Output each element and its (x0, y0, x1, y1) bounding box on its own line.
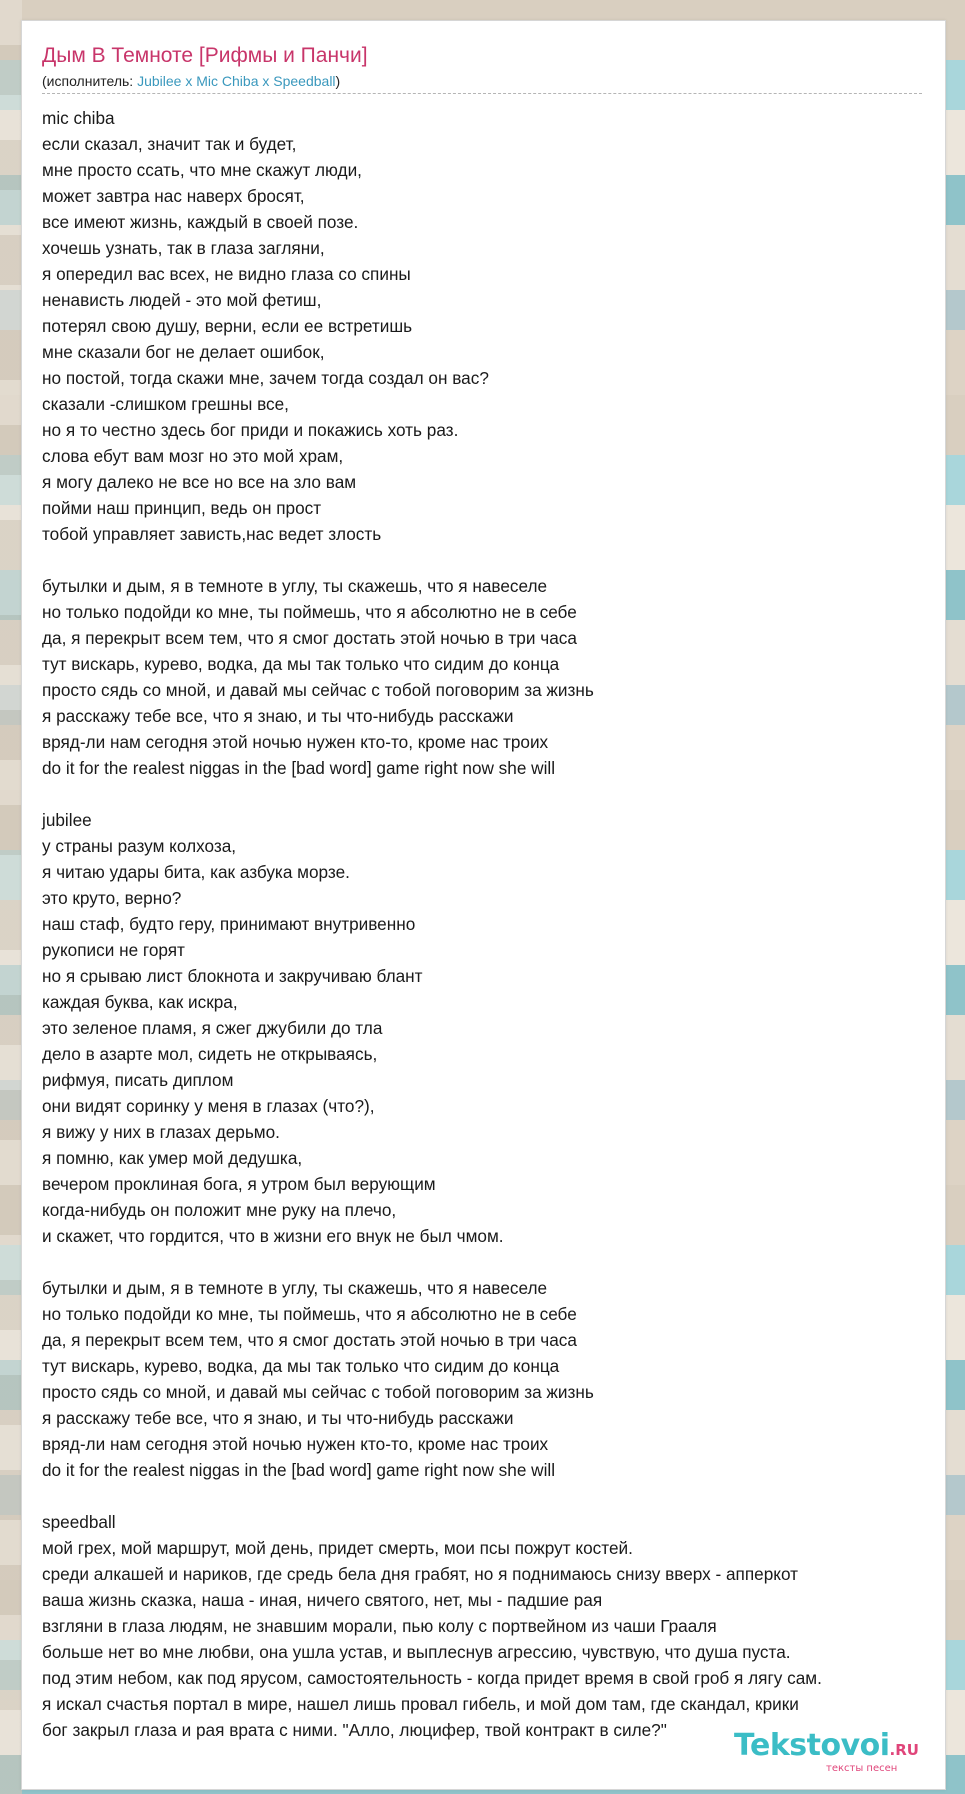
watermark-tagline: тексты песен (826, 1763, 898, 1774)
lyric-line: тут вискарь, курево, водка, да мы так только что сидим до конца (42, 1356, 560, 1376)
lyric-line: просто сядь со мной, и давай мы сейчас с тобой поговорим за жизнь (42, 680, 594, 700)
lyric-line: и скажет, что гордится, что в жизни его внук не был чмом. (42, 1226, 504, 1246)
lyric-line: вряд-ли нам сегодня этой ночью нужен кто-то, кроме нас троих (42, 732, 549, 752)
lyric-line: бог закрыл глаза и рая врата с ними. "Алло, люцифер, твой контракт в силе?" (42, 1720, 667, 1740)
lyric-blank-line (42, 547, 962, 573)
lyrics-text (42, 105, 962, 1743)
lyric-line: это зеленое пламя, я сжег джубили до тла (42, 1018, 383, 1038)
performer-line (42, 73, 340, 89)
lyric-line: тут вискарь, курево, водка, да мы так только что сидим до конца (42, 654, 560, 674)
lyric-line: мне сказали бог не делает ошибок, (42, 342, 325, 362)
lyric-line: мне просто ссать, что мне скажут люди, (42, 160, 362, 180)
lyric-line: рифмуя, писать диплом (42, 1070, 234, 1090)
lyric-line: слова ебут вам мозг но это мой храм, (42, 446, 344, 466)
lyric-line: jubilee (42, 810, 92, 830)
performer-prefix: (исполнитель: (42, 73, 138, 89)
lyric-line: но только подойди ко мне, ты поймешь, что я абсолютно не в себе (42, 602, 577, 622)
lyric-line: вряд-ли нам сегодня этой ночью нужен кто-то, кроме нас троих (42, 1434, 549, 1454)
lyric-line: ненависть людей - это мой фетиш, (42, 290, 322, 310)
lyric-blank-line (42, 781, 962, 807)
lyric-line: да, я перекрыт всем тем, что я смог достать этой ночью в три часа (42, 628, 577, 648)
lyric-line: но я срываю лист блокнота и закручиваю блант (42, 966, 423, 986)
lyric-line: потерял свою душу, верни, если ее встретишь (42, 316, 413, 336)
lyric-line: вечером проклиная бога, я утром был верующим (42, 1174, 436, 1194)
lyric-line: mic chiba (42, 108, 115, 128)
lyric-line: тобой управляет зависть,нас ведет злость (42, 524, 382, 544)
lyric-line: сказали -слишком грешны все, (42, 394, 289, 414)
lyric-line: взгляни в глаза людям, не знавшим морали, пью колу с портвейном из чаши Грааля (42, 1616, 717, 1636)
artist-link[interactable]: Jubilee x Mic Chiba x Speedball (137, 73, 336, 89)
lyric-line: но только подойди ко мне, ты поймешь, что я абсолютно не в себе (42, 1304, 577, 1324)
lyric-line: под этим небом, как под ярусом, самостоятельность - когда придет время в свой гроб я лягу сам. (42, 1668, 822, 1688)
title-divider (42, 93, 922, 94)
lyric-line: каждая буква, как искра, (42, 992, 238, 1012)
lyric-blank-line (42, 1483, 962, 1509)
lyric-line: мой грех, мой маршрут, мой день, придет смерть, мои псы пожрут костей. (42, 1538, 633, 1558)
lyric-line: я расскажу тебе все, что я знаю, и ты что-нибудь расскажи (42, 1408, 514, 1428)
site-watermark-logo (734, 1728, 919, 1774)
lyric-line: я опередил вас всех, не видно глаза со спины (42, 264, 411, 284)
lyric-line: я вижу у них в глазах дерьмо. (42, 1122, 280, 1142)
lyric-line: больше нет во мне любви, она ушла устав, и выплеснув агрессию, чувствую, что душа пуста. (42, 1642, 791, 1662)
lyric-line: speedball (42, 1512, 116, 1532)
lyric-line: я искал счастья портал в мире, нашел лишь провал гибель, и мой дом там, где скандал, крики (42, 1694, 799, 1714)
lyric-line: я расскажу тебе все, что я знаю, и ты что-нибудь расскажи (42, 706, 514, 726)
lyric-line: дело в азарте мол, сидеть не открываясь, (42, 1044, 378, 1064)
lyric-line: но постой, тогда скажи мне, зачем тогда создал он вас? (42, 368, 489, 388)
lyric-line: do it for the realest niggas in the [bad word] game right now she will (42, 758, 556, 778)
watermark-tld: .RU (889, 1741, 919, 1759)
lyric-line: да, я перекрыт всем тем, что я смог достать этой ночью в три часа (42, 1330, 577, 1350)
lyric-line: я читаю удары бита, как азбука морзе. (42, 862, 350, 882)
lyric-line: может завтра нас наверх бросят, (42, 186, 305, 206)
page-background-edge (0, 0, 22, 1794)
lyric-line: просто сядь со мной, и давай мы сейчас с тобой поговорим за жизнь (42, 1382, 594, 1402)
lyric-line: среди алкашей и нариков, где средь бела дня грабят, но я поднимаюсь снизу вверх - апперкот (42, 1564, 799, 1584)
lyric-line: я могу далеко не все но все на зло вам (42, 472, 357, 492)
song-title: Дым В Темноте [Рифмы и Панчи] (42, 44, 368, 67)
lyric-line: бутылки и дым, я в темноте в углу, ты скажешь, что я навеселе (42, 1278, 548, 1298)
lyric-blank-line (42, 1249, 962, 1275)
lyric-line: пойми наш принцип, ведь он прост (42, 498, 322, 518)
lyric-line: наш стаф, будто геру, принимают внутривенно (42, 914, 416, 934)
lyric-line: они видят соринку у меня в глазах (что?), (42, 1096, 375, 1116)
lyric-line: хочешь узнать, так в глаза загляни, (42, 238, 325, 258)
lyric-line: бутылки и дым, я в темноте в углу, ты скажешь, что я навеселе (42, 576, 548, 596)
lyric-line: если сказал, значит так и будет, (42, 134, 297, 154)
lyric-line: но я то честно здесь бог приди и покажись хоть раз. (42, 420, 459, 440)
lyric-line: рукописи не горят (42, 940, 185, 960)
performer-suffix: ) (335, 73, 341, 89)
lyric-line: когда-нибудь он положит мне руку на плечо, (42, 1200, 397, 1220)
lyric-line: у страны разум колхоза, (42, 836, 237, 856)
lyric-line: ваша жизнь сказка, наша - иная, ничего святого, нет, мы - падшие рая (42, 1590, 603, 1610)
lyric-line: do it for the realest niggas in the [bad word] game right now she will (42, 1460, 556, 1480)
lyric-line: все имеют жизнь, каждый в своей позе. (42, 212, 359, 232)
watermark-brand: Tekstovoi (734, 1728, 890, 1763)
lyric-line: это круто, верно? (42, 888, 182, 908)
lyric-line: я помню, как умер мой дедушка, (42, 1148, 303, 1168)
